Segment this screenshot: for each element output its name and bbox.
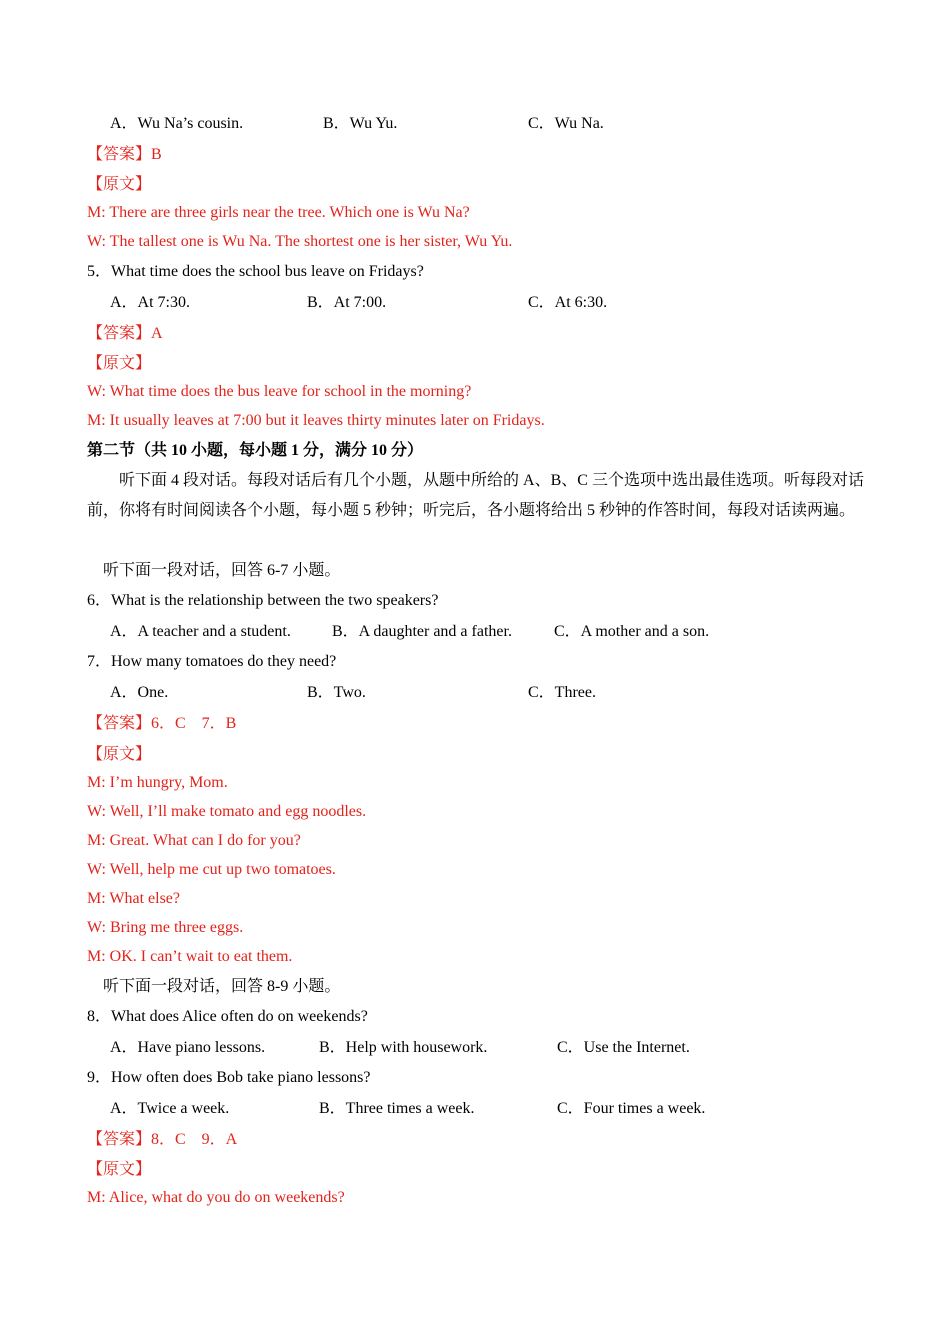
section-instructions: 听下面 4 段对话。每段对话后有几个小题，从题中所给的 A、B、C 三个选项中选出最佳选项。听每段对话前，你将有时间阅读各个小题，每小题 5 秒钟；听完后，各小题将给出 5 秒钟的作答时间，每段对话读两遍。 — [87, 472, 864, 519]
group-6-7-transcript-line: M: OK. I can’t wait to eat them. — [87, 948, 293, 965]
q5-source-label: 【原文】 — [87, 355, 152, 372]
group-6-7-prompt: 听下面一段对话，回答 6-7 小题。 — [103, 562, 341, 579]
group-6-7-transcript-line: M: Great. What can I do for you? — [87, 832, 301, 849]
group-8-9-transcript-line: M: Alice, what do you do on weekends? — [87, 1189, 345, 1206]
group-6-7-source-label: 【原文】 — [87, 746, 152, 763]
q9-option-a: A．Twice a week. — [110, 1100, 230, 1117]
q9-option-c: C．Four times a week. — [557, 1100, 706, 1117]
group-6-7-answer: 【答案】6．C 7．B — [87, 715, 237, 732]
q6-option-c: C．A mother and a son. — [554, 623, 710, 640]
q5-option-c: C．At 6:30. — [528, 294, 608, 311]
group-8-9-source-label: 【原文】 — [87, 1161, 152, 1178]
group-6-7-transcript-line: W: Bring me three eggs. — [87, 919, 244, 936]
q6-option-a: A．A teacher and a student. — [110, 623, 291, 640]
q6-option-b: B．A daughter and a father. — [332, 623, 512, 640]
q4-option-b: B．Wu Yu. — [323, 115, 398, 132]
q4-transcript-line: W: The tallest one is Wu Na. The shortest one is her sister, Wu Yu. — [87, 233, 513, 250]
q4-option-c: C．Wu Na. — [528, 115, 604, 132]
q8-option-b: B．Help with housework. — [319, 1039, 488, 1056]
q6-question: 6．What is the relationship between the two speakers? — [87, 592, 439, 609]
q8-option-c: C．Use the Internet. — [557, 1039, 690, 1056]
q4-source-label: 【原文】 — [87, 176, 152, 193]
group-8-9-answer: 【答案】8．C 9．A — [87, 1131, 238, 1148]
q5-question: 5．What time does the school bus leave on Fridays? — [87, 263, 424, 280]
q5-answer: 【答案】A — [87, 325, 163, 342]
q4-answer: 【答案】B — [87, 146, 162, 163]
group-6-7-transcript-line: W: Well, I’ll make tomato and egg noodles. — [87, 803, 367, 820]
q9-question: 9．How often does Bob take piano lessons? — [87, 1069, 371, 1086]
q8-question: 8．What does Alice often do on weekends? — [87, 1008, 368, 1025]
q5-transcript-line: W: What time does the bus leave for school in the morning? — [87, 383, 472, 400]
q7-option-c: C．Three. — [528, 684, 596, 701]
q5-option-a: A．At 7:30. — [110, 294, 191, 311]
q7-option-b: B．Two. — [307, 684, 366, 701]
q7-option-a: A．One. — [110, 684, 169, 701]
group-6-7-transcript-line: W: Well, help me cut up two tomatoes. — [87, 861, 336, 878]
q8-option-a: A．Have piano lessons. — [110, 1039, 266, 1056]
section-heading: 第二节（共 10 小题，每小题 1 分，满分 10 分） — [87, 442, 424, 459]
group-6-7-transcript-line: M: What else? — [87, 890, 181, 907]
q9-option-b: B．Three times a week. — [319, 1100, 475, 1117]
q7-question: 7．How many tomatoes do they need? — [87, 653, 337, 670]
q4-option-a: A．Wu Na’s cousin. — [110, 115, 244, 132]
q5-option-b: B．At 7:00. — [307, 294, 387, 311]
group-8-9-prompt: 听下面一段对话，回答 8-9 小题。 — [103, 978, 341, 995]
q5-transcript-line: M: It usually leaves at 7:00 but it leaves thirty minutes later on Fridays. — [87, 412, 545, 429]
q4-transcript-line: M: There are three girls near the tree. Which one is Wu Na? — [87, 204, 470, 221]
group-6-7-transcript-line: M: I’m hungry, Mom. — [87, 774, 228, 791]
